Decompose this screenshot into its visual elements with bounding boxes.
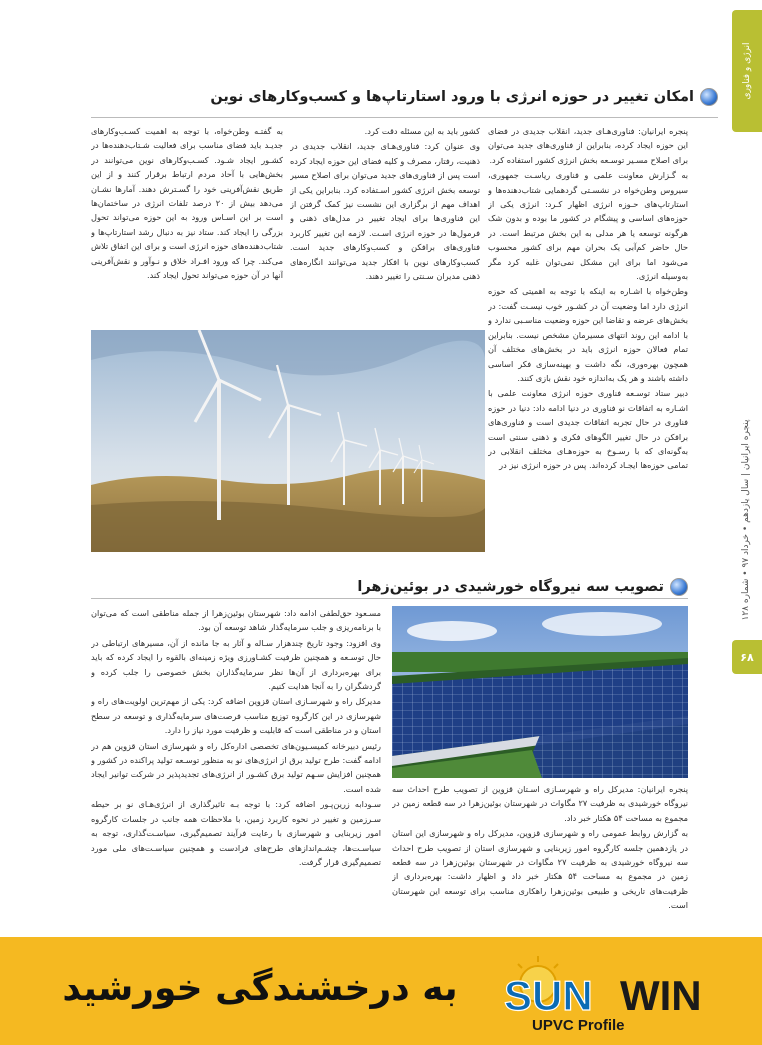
paragraph: پنجره ایرانیان: مدیرکل راه و شهرسـازی اسـتان قزوین از تصویب طرح احداث سه نیروگاه خورشیدی به ظرفیت ۲۷ مگاوات در شهرستان بوئین‌زهرا در سه قطعه زمین در مجموع به مساحت ۵۴ هکتار خبر داد. bbox=[392, 784, 688, 823]
brand-tagline: UPVC Profile bbox=[532, 1017, 625, 1034]
advertisement-slogan: به درخشندگی خورشید bbox=[62, 968, 458, 1009]
article1-heading bbox=[210, 88, 718, 106]
paragraph: دبیر ستاد توسـعه فناوری حوزه انرژی معاونت علمی با اشـاره به اتفاقات نو فناوری در دنیا ادامه داد: دنیا در حوزه فناوری در حال تجربه اتفاقات جدیدی است و فناوری‌های برافکن در حال تغییر الگوهای فکری و ذهنی سنتی است به‌گونه‌ای که با رسـوخ به حوزه‌هـای مختلف انقلابی در تمامی حوزه‌ها ایجـاد کرده‌اند. پس در حوزه انرژی نیز در bbox=[488, 388, 688, 471]
section-tab bbox=[732, 10, 762, 132]
issue-info-label: پنجره ایرانیان | سال یازدهم • خرداد ۹۷ • شماره ۱۲۸ bbox=[741, 419, 751, 621]
globe-icon bbox=[670, 578, 688, 596]
brand-sun-text: SUN bbox=[504, 972, 593, 1019]
page-number: ۶۸ bbox=[732, 640, 762, 674]
article1-title: امکان تغییر در حوزه انرژی با ورود استارتاپ‌ها و کسب‌و‌کارهای نوین bbox=[210, 89, 694, 105]
sunwin-logo bbox=[498, 950, 718, 1034]
solar-panels-photo bbox=[392, 606, 688, 778]
issue-info bbox=[736, 390, 756, 650]
brand-win-text: WIN bbox=[620, 972, 702, 1019]
article2-title: تصویب سه نیروگاه خورشیدی در بوئین‌زهرا bbox=[357, 579, 664, 595]
article1-column-right bbox=[488, 124, 688, 554]
article2-column-left bbox=[91, 606, 381, 926]
article2-heading bbox=[357, 578, 688, 596]
paragraph: وطن‌خواه با اشـاره به اینکه با توجه به اهمیتی که حوزه انرژی دارد اما وضعیت آن در کشـور خوب نیسـت گفت: در بخش‌های عرضه و تقاضا این حوزه وضعیت مناسـبی ندارد و با ادامه این روند انتهای مسیرمان مشخص نیست. بنابراین تمام فعالان حوزه انرژی باید در بخش‌های مختلف آن همچون بهره‌وری، نگه داشت و بهینه‌سازی فکر اساسی داشته باشند و هر یک به‌اندازه خود نقش بازی کنند. bbox=[488, 286, 688, 383]
paragraph: مسـعود حق‌لطفی ادامه داد: شهرستان بوئین‌زهرا از جمله مناطقی است که می‌توان با برنامه‌ریزی و جلب سرمایه‌گذار شاهد توسعه آن بود. bbox=[91, 608, 381, 633]
paragraph: مدیرکل راه و شهرسـازی استان قزوین اضافه کرد: یکی از مهم‌ترین اولویت‌های راه و شهرسازی در این کارگروه توزیع مناسب فرصت‌های سرمایه‌گذاری و توسعه در سطح استان و در مناطقی است که قابلیت و ظرفیت مورد نیاز را دارد. bbox=[91, 696, 381, 736]
article1-column-left bbox=[91, 124, 283, 324]
paragraph: وی عنوان کرد: فناوری‌هـای جدید، انقلاب جدیدی در ذهنیت، رفتار، مصرف و کلیه فضای این حوزه ایجاد کرده است پس از فناوری‌های جدید می‌توان برای اصلاح مسیر توسعه بخش انرژی کشور اسـتفاده کرد. بنابراین یکی از اهداف مهم از برگزاری این نشست نیز کمک گرفتن از این فناوری‌ها برای ایجاد تغییر در مدل‌های ذهنی و فرمول‌ها در حوزه انرژی اسـت. لازمه این تغییر کاربرد فناوری‌های برافکن و کسب‌وکارهای جدید است. کسب‌وکارهای نوین با افکار جدید می‌توانند انگاره‌های ذهنی مدیران سـنتی را تغییر دهند. bbox=[290, 141, 480, 282]
article1-column-middle bbox=[290, 124, 480, 324]
paragraph: وی افزود: وجود تاریخ چندهزار سـاله و آثار به جا مانده از آن، مسیرهای ارتباطی در حال توسـعه و همچنین ظرفیت کشـاورزی ویژه زمینه‌ای بالقوه را ایجاد کرده که باید برای بهره‌برداری از آن‌ها نظر سرمایه‌گذاران بخش خصوصی را جلب کرده و گردشگران را به آنجا هدایت کنیم. bbox=[91, 637, 381, 692]
paragraph: پنجره ایرانیان: فناوری‌هـای جدید، انقلاب جدیدی در فضای این حوزه ایجاد کرده، بنابراین از فناوری‌های جدید می‌توان برای اصلاح مسـیر توسـعه بخش انرژی کشور استفاده کرد. bbox=[488, 126, 688, 165]
article2-column-right bbox=[392, 782, 688, 922]
paragraph: سـودابه زرین‌پـور اضافه کرد: با توجه بـه تاثیرگذاری از انرژی‌هـای نو بر حیطه سـرزمین و تغییر در نحوه کاربرد زمین، با ملاحظات همه جانب در جلسات کارگروه امور زیربنایی و شهرسازی با رعایت فرآیند تصمیم‌گیری، سیاسـت‌گذاری، توجه به سیاسـت‌ها، چشـم‌اندازهای طرح‌های فرادست و همچنین سیاسـت‌های ملی مورد تصمیم‌گیری قرار گرفت. bbox=[91, 799, 381, 867]
paragraph: به گـزارش معاونت علمی و فناوری ریاسـت جمهوری، سیروس وطن‌خواه در نشسـتی گردهمایی شتاب‌دهنده‌ها و استارتاپ‌های حـوزه انرژی اظهار کـرد: انرژی یکی از حوزه‌های اساسی و پیشگام در کشور ما بوده و بدون شک هرگونه توسعه یا هر مدلی به این بخش مرتبط است. در حال حاضر کم‌آبی یک بحران مهم برای کشور محسوب می‌شود اما برای این مشکل نمی‌توان غلبه کرد مگر به‌وسیله انرژی. bbox=[488, 170, 688, 282]
paragraph: به گفتـه وطن‌خواه، با توجه به اهمیت کسـب‌وکارهای جدیـد باید فضای مناسب برای فعالیت شـتاب‌دهنده‌ها در کشـور ایجاد شـود. کسـب‌وکارهای نوین می‌توانند در بخش‌هایی با آحاد مردم ارتباط برقرار کنند و از این طریق نقش‌آفرینی خود را گسـترش دهند. آمارها نشـان می‌دهد بیش از ۲۰ درصد تلفات انرژی در ساختمان‌ها است بر این اسـاس ورود به این حوزه می‌تواند تحول بزرگی را ایجاد کند. ستاد نیز به دنبال رشد استارتاپ‌ها و شتاب‌دهنده‌های حوزه انرژی است و برای این اتفاق تلاش می‌کند. چرا که ورود افـراد خلاق و نـوآور و نقش‌آفرینی آنها در آن حوزه می‌تواند تحول ایجاد کند. bbox=[91, 126, 283, 281]
wind-turbines-photo bbox=[91, 330, 485, 552]
paragraph: کشور باید به این مسئله دقت کرد. bbox=[364, 126, 480, 136]
article1-title-rule bbox=[91, 117, 718, 118]
paragraph: رئیس دبیرخانه کمیسـیون‌های تخصصی اداره‌کل راه و شهرسازی استان قزوین هم در ادامه گفت: طرح تولید برق از انرژی‌های نو به منظور توسـعه تولید پراکنده در کشور و همچنین افزایش سـهم تولید برق کشـور از انرژی‌های تجدیدپذیر در شرکت توانیر ایجاد شده است. bbox=[91, 740, 381, 794]
paragraph: به گزارش روابط عمومی راه و شهرسازی قزوین، مدیرکل راه و شهرسازی این استان در یازدهمین جلسه کارگروه امور زیربنایی و شهرسازی استان از تصویب طرح احداث سه نیروگاه خورشیدی به ظرفیت ۲۷ مگاوات در شهرستان بوئین‌زهرا در سه قطعه زمین در مجموع به مساحت ۵۴ هکتار خبر داد و اظهار داشت: بهره‌برداری از ظرفیت‌های تاریخی و طبیعی بوئین‌زهرا راهکاری مناسب برای توسعه این شهرستان است. bbox=[392, 828, 688, 911]
section-tab-label: انرژی و فناوری bbox=[742, 42, 752, 100]
globe-icon bbox=[700, 88, 718, 106]
article2-title-rule bbox=[91, 598, 688, 599]
